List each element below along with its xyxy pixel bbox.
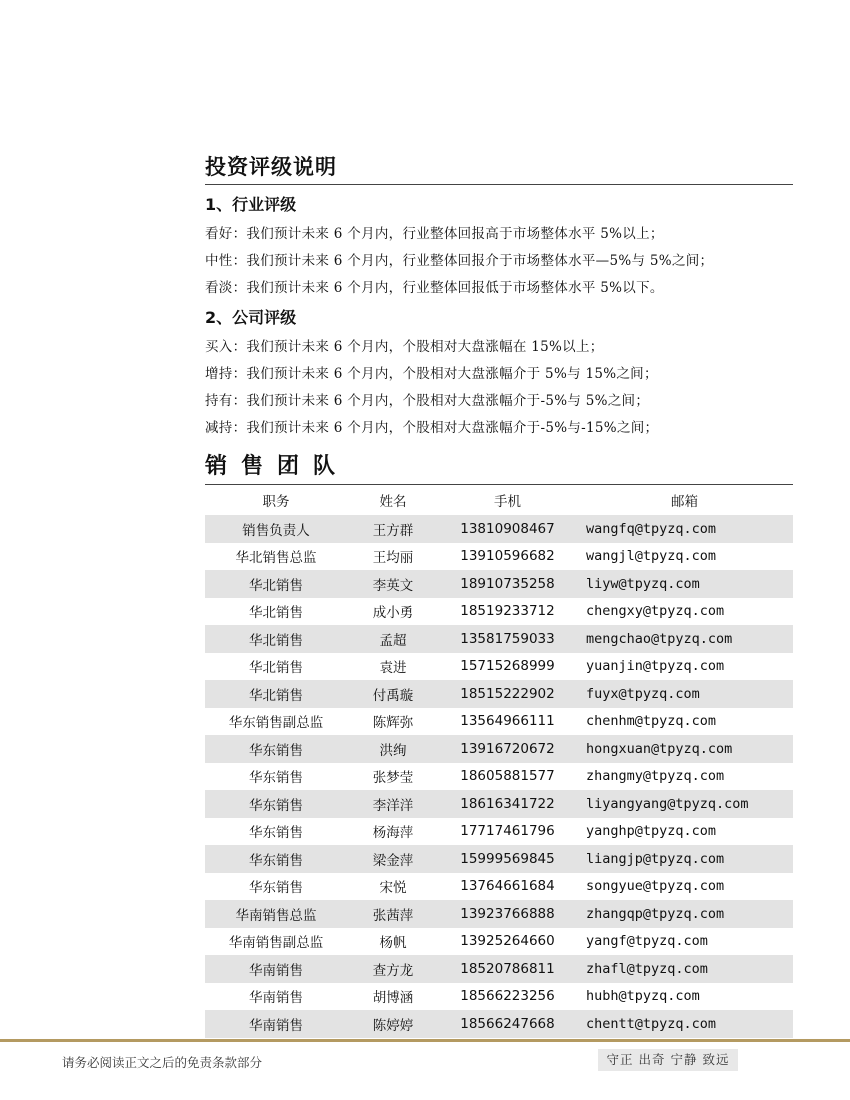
cell-title: 华南销售 [205,1010,347,1038]
table-row [205,983,793,1011]
cell-email: yangf@tpyzq.com [586,933,708,950]
cell-email: fuyx@tpyzq.com [576,680,793,708]
cell-phone: 13916720672 [439,735,576,763]
cell-email: yuanjin@tpyzq.com [586,658,725,675]
cell-title: 华北销售总监 [235,550,317,567]
cell-email: wangjl@tpyzq.com [586,548,717,565]
cell-email: liangjp@tpyzq.com [576,845,793,873]
cell-email: yanghp@tpyzq.com [586,823,717,840]
cell-phone: 15999569845 [439,845,576,873]
cell-name: 杨帆 [379,935,407,952]
cell-name: 李洋洋 [347,790,439,818]
cell-name: 张梦莹 [372,770,414,787]
table-row [205,928,793,956]
table-header-row [205,485,793,515]
cell-name: 陈辉弥 [372,715,414,732]
cell-phone: 18910735258 [439,570,576,598]
cell-phone: 13564966111 [460,713,555,730]
cell-title: 华南销售 [205,955,347,983]
table-row [205,653,793,681]
cell-name: 袁进 [379,660,407,677]
table-row [205,955,793,983]
table-row [205,708,793,736]
company-rating-item: 持有：我们预计未来 6 个月内，个股相对大盘涨幅介于-5%与 5%之间； [205,393,650,409]
cell-email: mengchao@tpyzq.com [576,625,793,653]
cell-email: liyangyang@tpyzq.com [576,790,793,818]
company-rating-item: 减持：我们预计未来 6 个月内，个股相对大盘涨幅介于-5%与-15%之间； [205,420,659,436]
cell-name: 成小勇 [372,605,414,622]
cell-title: 华南销售 [249,990,303,1007]
sales-team-table [205,485,793,1038]
cell-name: 孟超 [347,625,439,653]
cell-title: 华南销售副总监 [228,935,324,952]
cell-email: wangfq@tpyzq.com [576,515,793,543]
cell-phone: 13810908467 [439,515,576,543]
cell-name: 查方龙 [347,955,439,983]
cell-email: chentt@tpyzq.com [576,1010,793,1038]
cell-name: 王方群 [347,515,439,543]
industry-rating-item: 中性：我们预计未来 6 个月内，行业整体回报介于市场整体水平—5%与 5%之间； [205,253,714,269]
company-rating-item: 买入：我们预计未来 6 个月内，个股相对大盘涨幅在 15%以上； [205,339,604,355]
table-row [205,543,793,571]
table-row [205,790,793,818]
cell-name: 杨海萍 [372,825,414,842]
cell-email: zhangqp@tpyzq.com [576,900,793,928]
table-row [205,845,793,873]
cell-email: chenhm@tpyzq.com [586,713,717,730]
cell-phone: 13764661684 [460,878,555,895]
sales-team-title: 销售团队 [205,450,793,485]
cell-name: 陈婷婷 [347,1010,439,1038]
table-row [205,570,793,598]
cell-name: 张茜萍 [347,900,439,928]
cell-name: 李英文 [347,570,439,598]
table-row [205,818,793,846]
cell-title: 华东销售 [205,735,347,763]
footer-motto: 守正 出奇 宁静 致远 [598,1049,738,1071]
cell-phone: 15715268999 [460,658,555,675]
cell-phone: 13910596682 [460,548,555,565]
cell-phone: 13581759033 [439,625,576,653]
rating-title: 投资评级说明 [205,150,793,185]
column-header-email: 邮箱 [671,494,698,510]
footer-rule [0,1039,850,1042]
cell-email: liyw@tpyzq.com [576,570,793,598]
table-row [205,515,793,543]
company-rating-item: 增持：我们预计未来 6 个月内，个股相对大盘涨幅介于 5%与 15%之间； [205,366,658,382]
cell-title: 华东销售 [249,770,303,787]
company-rating-heading: 2、公司评级 [205,308,297,327]
cell-phone: 18566223256 [460,988,555,1005]
column-header-name: 姓名 [379,494,407,510]
cell-name: 梁金萍 [347,845,439,873]
cell-title: 华北销售 [249,605,303,622]
cell-email: hongxuan@tpyzq.com [576,735,793,763]
cell-name: 洪绚 [347,735,439,763]
footer-disclaimer: 请务必阅读正文之后的免责条款部分 [62,1055,263,1070]
table-row [205,900,793,928]
cell-email: zhafl@tpyzq.com [576,955,793,983]
table-row [205,763,793,791]
table-row [205,735,793,763]
cell-email: zhangmy@tpyzq.com [586,768,725,785]
column-header-title: 职务 [262,494,290,510]
report-content [205,150,793,1038]
cell-title: 华北销售 [205,570,347,598]
cell-phone: 18605881577 [460,768,555,785]
table-row [205,598,793,626]
table-row [205,625,793,653]
cell-phone: 18520786811 [439,955,576,983]
cell-phone: 17717461796 [460,823,555,840]
industry-rating-item: 看淡：我们预计未来 6 个月内，行业整体回报低于市场整体水平 5%以下。 [205,280,664,296]
cell-phone: 18566247668 [439,1010,576,1038]
industry-rating-heading: 1、行业评级 [205,195,297,214]
cell-email: chengxy@tpyzq.com [586,603,725,620]
cell-phone: 13925264660 [460,933,555,950]
sales-team-rows [205,515,793,1038]
column-header-phone: 手机 [494,494,521,510]
cell-phone: 18515222902 [439,680,576,708]
cell-title: 华北销售 [205,680,347,708]
cell-name: 付禹璇 [347,680,439,708]
cell-title: 华南销售总监 [205,900,347,928]
cell-email: hubh@tpyzq.com [586,988,700,1005]
cell-title: 华北销售 [249,660,303,677]
cell-name: 王均丽 [372,550,414,567]
table-row [205,1010,793,1038]
cell-title: 销售负责人 [205,515,347,543]
table-row [205,873,793,901]
cell-name: 胡博涵 [372,990,414,1007]
cell-phone: 18616341722 [439,790,576,818]
cell-phone: 13923766888 [439,900,576,928]
table-row [205,680,793,708]
cell-title: 华东销售 [205,790,347,818]
cell-phone: 18519233712 [460,603,555,620]
industry-rating-item: 看好：我们预计未来 6 个月内，行业整体回报高于市场整体水平 5%以上； [205,226,664,242]
cell-name: 宋悦 [379,880,407,897]
cell-title: 华东销售 [205,845,347,873]
cell-title: 华东销售 [249,825,303,842]
cell-title: 华东销售副总监 [228,715,324,732]
cell-email: songyue@tpyzq.com [586,878,725,895]
cell-title: 华东销售 [249,880,303,897]
cell-title: 华北销售 [205,625,347,653]
